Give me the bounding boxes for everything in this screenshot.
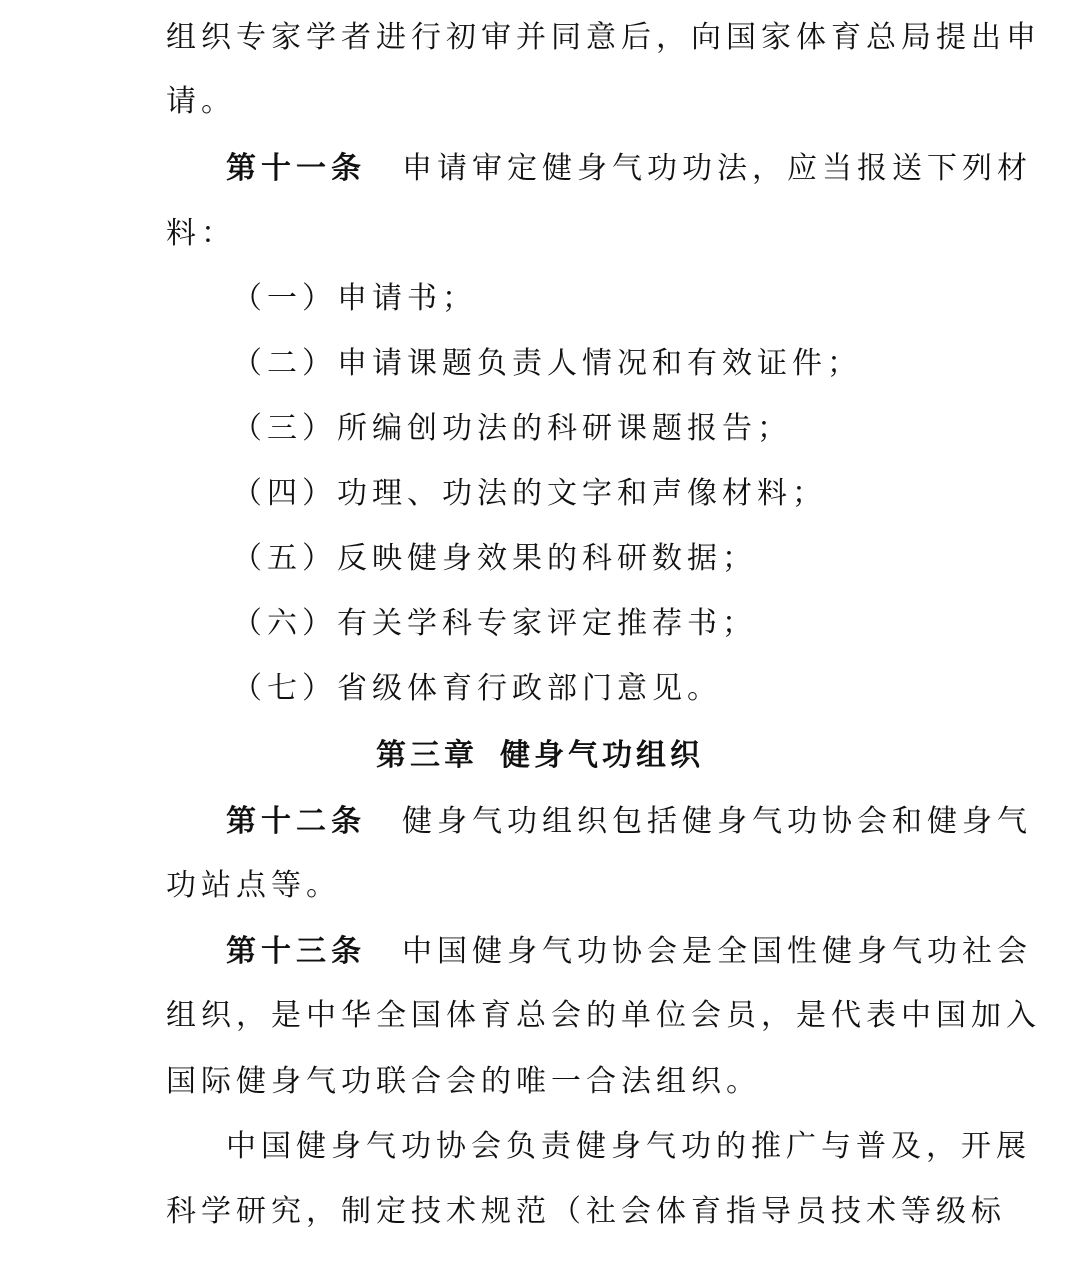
article-13-line-2: 组织，是中华全国体育总会的单位会员，是代表中国加入 xyxy=(166,998,1041,1033)
intro-line-2: 请。 xyxy=(166,84,236,119)
article-12-text: 健身气功组织包括健身气功协会和健身气 xyxy=(402,804,1032,839)
chapter-heading xyxy=(0,736,1080,776)
material-item-3: （三）所编创功法的科研课题报告； xyxy=(232,411,792,446)
article-12-line-1 xyxy=(226,802,1032,842)
article-11-text: 申请审定健身气功功法，应当报送下列材 xyxy=(402,151,1032,186)
article-13-line-1 xyxy=(226,932,1032,972)
article-12-label: 第十二条 xyxy=(226,804,366,839)
article-11-line-2: 料： xyxy=(166,216,236,251)
intro-line-1: 组织专家学者进行初审并同意后，向国家体育总局提出申 xyxy=(166,20,1041,55)
chapter-label: 第三章 xyxy=(376,738,478,773)
material-item-1: （一）申请书； xyxy=(232,281,477,316)
article-11-line-1 xyxy=(226,149,1032,189)
association-line-2: 科学研究，制定技术规范（社会体育指导员技术等级标 xyxy=(166,1194,1006,1229)
association-line-1: 中国健身气功协会负责健身气功的推广与普及，开展 xyxy=(226,1129,1031,1164)
chapter-title: 健身气功组织 xyxy=(500,738,704,773)
article-13-label: 第十三条 xyxy=(226,934,366,969)
article-11-label: 第十一条 xyxy=(226,151,366,186)
material-item-2: （二）申请课题负责人情况和有效证件； xyxy=(232,346,862,381)
material-item-5: （五）反映健身效果的科研数据； xyxy=(232,541,757,576)
material-item-6: （六）有关学科专家评定推荐书； xyxy=(232,606,757,641)
material-item-4: （四）功理、功法的文字和声像材料； xyxy=(232,476,827,511)
article-13-line-3: 国际健身气功联合会的唯一合法组织。 xyxy=(166,1064,761,1099)
material-item-7: （七）省级体育行政部门意见。 xyxy=(232,671,722,706)
article-13-text: 中国健身气功协会是全国性健身气功社会 xyxy=(402,934,1032,969)
article-12-line-2: 功站点等。 xyxy=(166,868,341,903)
